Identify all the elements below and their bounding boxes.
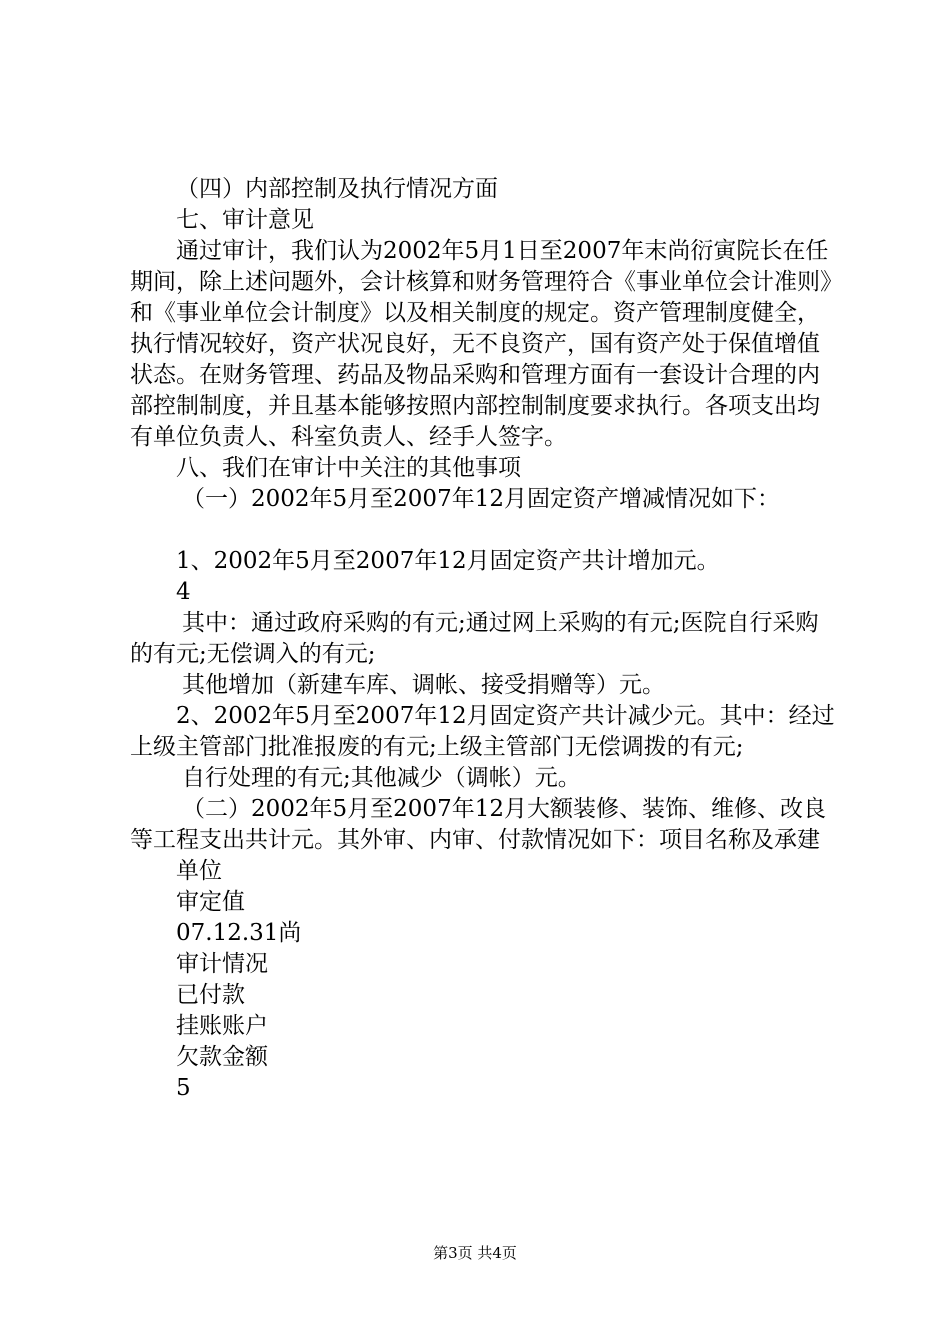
- paragraph-assets-decrease: 2、2002年5月至2007年12月固定资产共计减少元。其中：经过上级主管部门批准报废的有元;上级主管部门无偿调拨的有元;: [130, 703, 835, 760]
- table-header-unit: 单位: [176, 858, 222, 884]
- paragraph-assets-increase: 1、2002年5月至2007年12月固定资产共计增加元。: [176, 548, 720, 574]
- paragraph-audit-opinion: 通过审计，我们认为2002年5月1日至2007年末尚衍寅院长在任期间，除上述问题外，会计核算和财务管理符合《事业单位会计准则》和《事业单位会计制度》以及相关制度的规定。资产管理制度健全，执行情况较好，资产状况良好，无不良资产，国有资产处于保值增值状态。在财务管理、药品及物品采购和管理方面有一套设计合理的内部控制制度，并且基本能够按照内部控制制度要求执行。各项支出均有单位负责人、科室负责人、经手人签字。: [130, 238, 832, 450]
- blank-line: [130, 515, 835, 546]
- table-header-paid: 已付款: [176, 982, 245, 1008]
- section-heading-other-matters: 八、我们在审计中关注的其他事项: [176, 455, 521, 481]
- table-header-approved-value: 审定值: [176, 889, 245, 915]
- subsection-renovation: （二）2002年5月至2007年12月大额装修、装饰、维修、改良等工程支出共计元。其外审、内审、付款情况如下：项目名称及承建: [130, 796, 826, 853]
- table-header-arrears: 欠款金额: [176, 1044, 268, 1070]
- page-number-marker-2: 5: [176, 1075, 191, 1101]
- section-heading-audit-opinion: 七、审计意见: [176, 207, 314, 233]
- page-number-marker: 4: [176, 579, 191, 605]
- page-footer: 第3页 共4页: [433, 1244, 517, 1262]
- table-header-date: 07.12.31尚: [176, 920, 302, 946]
- paragraph-decrease-detail: 自行处理的有元;其他减少（调帐）元。: [182, 765, 581, 791]
- table-header-audit-status: 审计情况: [176, 951, 268, 977]
- paragraph-other-increase: 其他增加（新建车库、调帐、接受捐赠等）元。: [182, 672, 665, 698]
- paragraph-increase-detail: 其中：通过政府采购的有元;通过网上采购的有元;医院自行采购的有元;无偿调入的有元;: [130, 610, 819, 667]
- subsection-fixed-assets: （一）2002年5月至2007年12月固定资产增减情况如下：: [182, 486, 780, 512]
- document-body: [130, 174, 835, 1104]
- table-header-account: 挂账账户: [176, 1013, 268, 1039]
- section-heading-internal-control: （四）内部控制及执行情况方面: [176, 176, 498, 202]
